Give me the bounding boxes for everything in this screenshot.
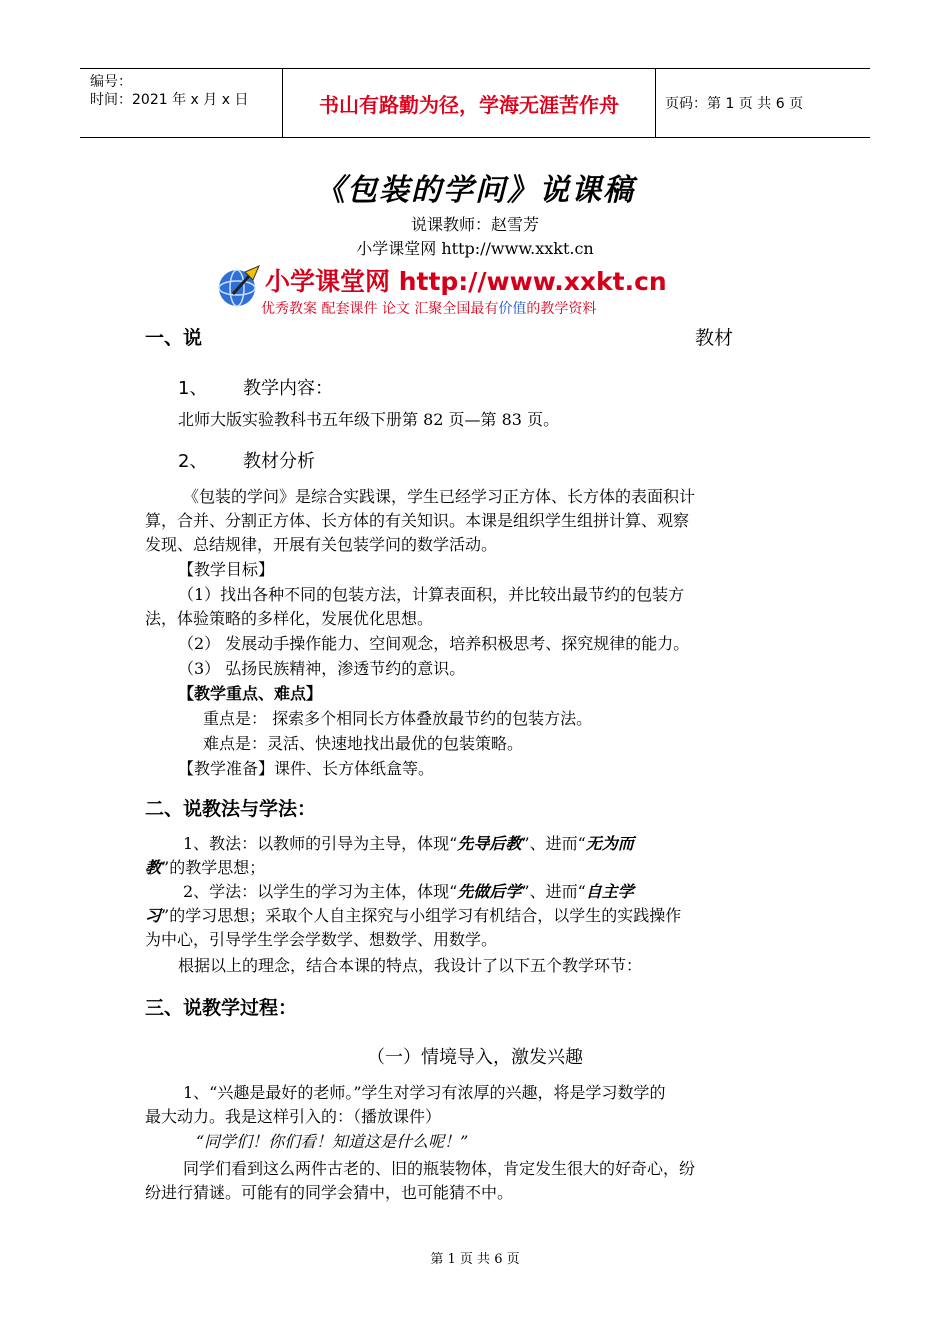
teacher-line: 说课教师：赵雪芳 xyxy=(410,215,539,234)
prep-line: 【教学准备】课件、长方体纸盒等。 xyxy=(178,759,435,778)
globe-pen-icon xyxy=(215,264,263,312)
section-2-heading: 二、说教法与学法： xyxy=(145,798,317,820)
step-1-quote: “同学们！你们看！知道这是什么呢！” xyxy=(196,1132,469,1151)
document-title: 《包装的学问》说课稿 xyxy=(315,173,635,208)
site-line: 小学课堂网 http://www.xxkt.cn xyxy=(356,239,594,258)
goals-heading: 【教学目标】 xyxy=(178,560,275,579)
method-2-line-1: 2、学法：以学生的学习为主体，体现“先做后学”、进而“自主学 xyxy=(183,882,634,901)
section-1-heading: 一、说 xyxy=(145,327,203,349)
analysis-line-2: 算，合并、分割正方体、长方体的有关知识。本课是组织学生组拼计算、观察 xyxy=(145,511,690,530)
number-label: 编号： xyxy=(90,74,132,90)
method-2-line-3: 为中心，引导学生学会学数学、想数学、用数学。 xyxy=(145,930,498,949)
header-meta xyxy=(80,69,282,137)
step-1-para-2-line-2: 纷进行猜谜。可能有的同学会猜中，也可能猜不中。 xyxy=(145,1183,514,1202)
logo-tagline: 优秀教案 配套课件 论文 汇聚全国最有价值的教学资料 xyxy=(261,301,597,317)
hard-point: 难点是：灵活、快速地找出最优的包装策略。 xyxy=(203,734,524,753)
item-2-number: 2、 xyxy=(178,451,208,472)
method-2-line-2: 习”的学习思想；采取个人自主探究与小组学习有机结合，以学生的实践操作 xyxy=(145,906,682,925)
page-footer: 第 1 页 共 6 页 xyxy=(430,1252,520,1267)
logo-name: 小学课堂网 http://www.xxkt.cn xyxy=(265,267,667,296)
step-1-para-1-line-1: 1、“兴趣是最好的老师。”学生对学习有浓厚的兴趣，将是学习数学的 xyxy=(183,1083,666,1102)
method-summary: 根据以上的理念，结合本课的特点，我设计了以下五个教学环节： xyxy=(178,956,643,975)
analysis-line-3: 发现、总结规律，开展有关包装学问的数学活动。 xyxy=(145,535,498,554)
method-1-line-1: 1、教法：以教师的引导为主导，体现“先导后教”、进而“无为而 xyxy=(183,834,634,853)
item-2-label: 教材分析 xyxy=(243,451,315,472)
header-page-info: 页码：第 1 页 共 6 页 xyxy=(665,96,804,112)
item-1-number: 1、 xyxy=(178,378,208,399)
goal-3: （3） 弘扬民族精神，渗透节约的意识。 xyxy=(178,659,466,678)
time-label: 时间：2021 年 x 月 x 日 xyxy=(90,92,249,108)
method-1-line-2: 教”的教学思想； xyxy=(145,858,266,877)
step-1-para-1-line-2: 最大动力。我是这样引入的：（播放课件） xyxy=(145,1107,442,1126)
step-1-para-2-line-1: 同学们看到这么两件古老的、旧的瓶装物体，肯定发生很大的好奇心，纷 xyxy=(183,1159,696,1178)
goal-1-line-1: （1）找出各种不同的包装方法，计算表面积，并比较出最节约的包装方 xyxy=(178,585,685,604)
section-1-heading-right: 教材 xyxy=(695,327,734,349)
header-motto: 书山有路勤为径，学海无涯苦作舟 xyxy=(282,69,656,137)
goal-2: （2） 发展动手操作能力、空间观念，培养积极思考、探究规律的能力。 xyxy=(178,634,690,653)
step-1-heading: （一）情境导入，激发兴趣 xyxy=(367,1047,583,1068)
analysis-line-1: 《包装的学问》是综合实践课，学生已经学习正方体、长方体的表面积计 xyxy=(183,487,696,506)
goal-1-line-2: 法，体验策略的多样化，发展优化思想。 xyxy=(145,609,434,628)
section-3-heading: 三、说教学过程： xyxy=(145,997,298,1019)
item-1-label: 教学内容： xyxy=(243,378,333,399)
item-1-text: 北师大版实验教科书五年级下册第 82 页—第 83 页。 xyxy=(178,410,560,429)
key-heading: 【教学重点、难点】 xyxy=(178,684,323,703)
key-point: 重点是： 探索多个相同长方体叠放最节约的包装方法。 xyxy=(203,709,593,728)
page-header xyxy=(80,68,870,138)
site-logo xyxy=(215,262,685,322)
